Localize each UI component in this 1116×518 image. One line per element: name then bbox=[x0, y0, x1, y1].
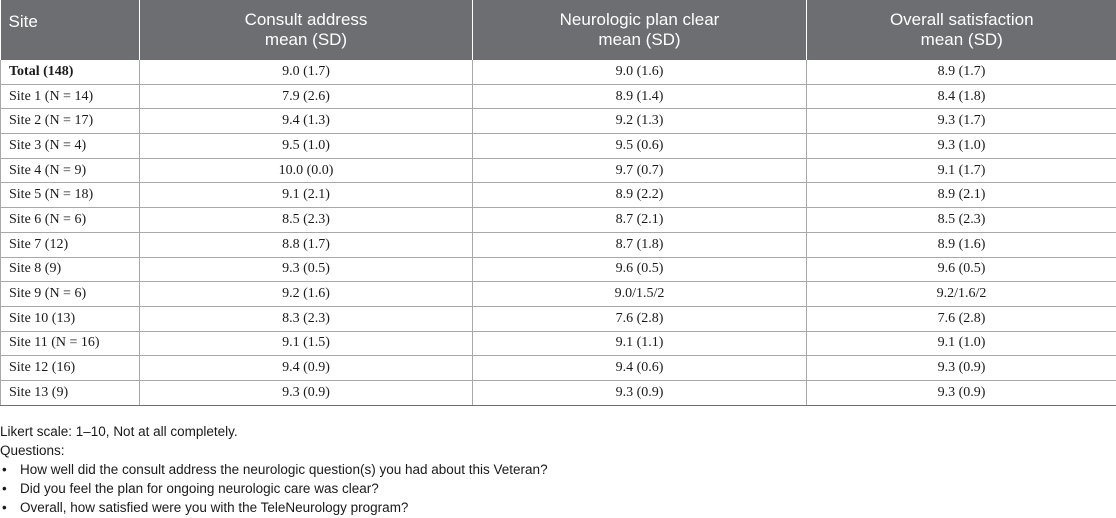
overall-satisfaction-cell: 8.9 (2.1) bbox=[807, 183, 1116, 208]
site-cell: Site 2 (N = 17) bbox=[1, 109, 140, 134]
site-cell: Site 6 (N = 6) bbox=[1, 208, 140, 233]
consult-address-cell: 8.3 (2.3) bbox=[140, 306, 473, 331]
table-row bbox=[1, 109, 1116, 134]
column-header-overall-satisfaction-line1: Overall satisfaction bbox=[889, 10, 1034, 29]
column-header-neurologic-plan-line2: mean (SD) bbox=[598, 30, 681, 49]
neurologic-plan-cell: 8.9 (1.4) bbox=[473, 84, 807, 109]
header-row bbox=[1, 0, 1116, 60]
table-row bbox=[1, 183, 1116, 208]
overall-satisfaction-cell: 8.4 (1.8) bbox=[807, 84, 1116, 109]
consult-address-cell: 10.0 (0.0) bbox=[140, 158, 473, 183]
question-text: Overall, how satisfied were you with the TeleNeurology program? bbox=[20, 500, 409, 515]
table-row bbox=[1, 232, 1116, 257]
overall-satisfaction-cell: 9.6 (0.5) bbox=[807, 257, 1116, 282]
site-cell: Site 13 (9) bbox=[1, 380, 140, 405]
overall-satisfaction-cell: 9.3 (1.7) bbox=[807, 109, 1116, 134]
column-header-consult-address bbox=[140, 0, 473, 60]
bullet-glyph: • bbox=[2, 481, 7, 496]
neurologic-plan-cell: 9.6 (0.5) bbox=[473, 257, 807, 282]
column-header-neurologic-plan-line1: Neurologic plan clear bbox=[559, 10, 720, 29]
consult-address-cell: 9.2 (1.6) bbox=[140, 282, 473, 307]
table-row bbox=[1, 84, 1116, 109]
site-cell: Site 8 (9) bbox=[1, 257, 140, 282]
consult-address-cell: 9.1 (1.5) bbox=[140, 331, 473, 356]
question-item bbox=[0, 498, 1116, 517]
overall-satisfaction-cell: 9.1 (1.0) bbox=[807, 331, 1116, 356]
consult-address-cell: 9.0 (1.7) bbox=[140, 60, 473, 84]
site-cell: Total (148) bbox=[1, 60, 140, 84]
column-header-site bbox=[1, 0, 140, 60]
column-header-consult-address-line1: Consult address bbox=[244, 10, 368, 29]
consult-address-cell: 9.1 (2.1) bbox=[140, 183, 473, 208]
site-cell: Site 5 (N = 18) bbox=[1, 183, 140, 208]
scale-note: Likert scale: 1–10, Not at all completely. bbox=[0, 424, 238, 439]
table-row bbox=[1, 331, 1116, 356]
bullet-glyph: • bbox=[2, 462, 7, 477]
consult-address-cell: 9.3 (0.9) bbox=[140, 380, 473, 405]
consult-address-cell: 8.8 (1.7) bbox=[140, 232, 473, 257]
table-row bbox=[1, 282, 1116, 307]
column-header-overall-satisfaction-line2: mean (SD) bbox=[920, 30, 1003, 49]
consult-address-cell: 8.5 (2.3) bbox=[140, 208, 473, 233]
consult-address-cell: 7.9 (2.6) bbox=[140, 84, 473, 109]
neurologic-plan-cell: 9.5 (0.6) bbox=[473, 134, 807, 159]
site-cell: Site 10 (13) bbox=[1, 306, 140, 331]
question-text: How well did the consult address the neurologic question(s) you had about this Veteran? bbox=[20, 462, 548, 477]
column-header-site-label: Site bbox=[8, 12, 38, 31]
consult-address-cell: 9.5 (1.0) bbox=[140, 134, 473, 159]
table-row bbox=[1, 257, 1116, 282]
site-cell: Site 7 (12) bbox=[1, 232, 140, 257]
table-row bbox=[1, 306, 1116, 331]
site-cell: Site 11 (N = 16) bbox=[1, 331, 140, 356]
overall-satisfaction-cell: 8.5 (2.3) bbox=[807, 208, 1116, 233]
table-row bbox=[1, 158, 1116, 183]
column-header-neurologic-plan bbox=[473, 0, 807, 60]
table-footnotes bbox=[0, 422, 1116, 517]
site-cell: Site 1 (N = 14) bbox=[1, 84, 140, 109]
consult-address-cell: 9.4 (1.3) bbox=[140, 109, 473, 134]
neurologic-plan-cell: 8.7 (2.1) bbox=[473, 208, 807, 233]
overall-satisfaction-cell: 9.3 (0.9) bbox=[807, 380, 1116, 405]
consult-address-cell: 9.4 (0.9) bbox=[140, 356, 473, 381]
neurologic-plan-cell: 9.0 (1.6) bbox=[473, 60, 807, 84]
overall-satisfaction-cell: 7.6 (2.8) bbox=[807, 306, 1116, 331]
table-row bbox=[1, 208, 1116, 233]
site-cell: Site 4 (N = 9) bbox=[1, 158, 140, 183]
overall-satisfaction-cell: 9.1 (1.7) bbox=[807, 158, 1116, 183]
neurologic-plan-cell: 9.0/1.5/2 bbox=[473, 282, 807, 307]
column-header-consult-address-line2: mean (SD) bbox=[264, 30, 348, 49]
table-body bbox=[1, 60, 1116, 405]
overall-satisfaction-cell: 8.9 (1.6) bbox=[807, 232, 1116, 257]
column-header-overall-satisfaction bbox=[807, 0, 1116, 60]
table-header bbox=[1, 0, 1116, 60]
site-cell: Site 9 (N = 6) bbox=[1, 282, 140, 307]
overall-satisfaction-cell: 9.3 (1.0) bbox=[807, 134, 1116, 159]
site-cell: Site 12 (16) bbox=[1, 356, 140, 381]
neurologic-plan-cell: 9.3 (0.9) bbox=[473, 380, 807, 405]
neurologic-plan-cell: 9.1 (1.1) bbox=[473, 331, 807, 356]
table-row-total bbox=[1, 60, 1116, 84]
neurologic-plan-cell: 9.2 (1.3) bbox=[473, 109, 807, 134]
table-row bbox=[1, 356, 1116, 381]
neurologic-plan-cell: 9.4 (0.6) bbox=[473, 356, 807, 381]
neurologic-plan-cell: 9.7 (0.7) bbox=[473, 158, 807, 183]
question-text: Did you feel the plan for ongoing neurologic care was clear? bbox=[20, 481, 379, 496]
questions-list bbox=[0, 460, 1116, 517]
question-item bbox=[0, 460, 1116, 479]
overall-satisfaction-cell: 9.3 (0.9) bbox=[807, 356, 1116, 381]
site-cell: Site 3 (N = 4) bbox=[1, 134, 140, 159]
neurologic-plan-cell: 8.7 (1.8) bbox=[473, 232, 807, 257]
questions-label: Questions: bbox=[0, 443, 65, 458]
neurologic-plan-cell: 8.9 (2.2) bbox=[473, 183, 807, 208]
table-row bbox=[1, 380, 1116, 405]
overall-satisfaction-cell: 8.9 (1.7) bbox=[807, 60, 1116, 84]
neurologic-plan-cell: 7.6 (2.8) bbox=[473, 306, 807, 331]
consult-address-cell: 9.3 (0.5) bbox=[140, 257, 473, 282]
bullet-glyph: • bbox=[2, 500, 7, 515]
question-item bbox=[0, 479, 1116, 498]
table-row bbox=[1, 134, 1116, 159]
overall-satisfaction-cell: 9.2/1.6/2 bbox=[807, 282, 1116, 307]
